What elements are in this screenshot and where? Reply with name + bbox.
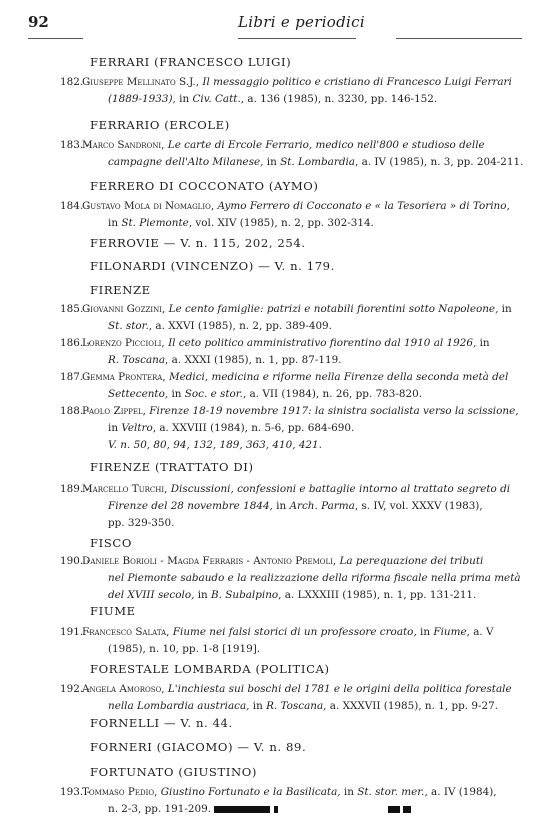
entry-text: in	[416, 626, 434, 638]
bibliography-entry	[60, 137, 530, 171]
entry-text: in	[498, 303, 512, 315]
subject-heading: FISCO	[90, 536, 132, 550]
bibliography-entry	[60, 369, 530, 403]
entry-author: Francesco Salata,	[82, 626, 170, 638]
entry-text: in	[340, 786, 358, 798]
subject-heading: FERRARI (FRANCESCO LUIGI)	[90, 55, 292, 69]
entry-title: Discussioni, confessioni e battaglie intorno al trattato segreto di	[170, 483, 511, 495]
entry-author: Paolo Zippel,	[82, 405, 146, 417]
entry-title-cont: campagne dell'Alto Milanese,	[108, 156, 264, 168]
subject-heading: FIUME	[90, 604, 136, 618]
entry-text: in	[108, 217, 122, 229]
entry-title: Le cento famiglie: patrizi e notabili fiorentini sotto Napoleone,	[168, 303, 499, 315]
entry-journal: Arch. Parma	[289, 500, 355, 512]
entry-title: Il messaggio politico e cristiano di Francesco Luigi Ferrari	[202, 76, 512, 88]
ink-smudge	[214, 806, 270, 813]
entry-title: La perequazione dei tributi	[339, 555, 484, 567]
bibliography-entry	[60, 681, 530, 715]
cross-reference: FORNERI (GIACOMO) — V. n. 89.	[90, 740, 307, 754]
page-number: 92	[28, 13, 49, 31]
entry-title: Medici, medicina e riforme nella Firenze della seconda metà del	[168, 371, 509, 383]
bibliography-entry	[60, 74, 530, 108]
entry-citation: , a. 136 (1985), n. 3230, pp. 146-152.	[240, 93, 438, 105]
cross-reference: FILONARDI (VINCENZO) — V. n. 179.	[90, 259, 335, 273]
entry-journal: Fiume	[433, 626, 467, 638]
entry-citation: , a. IV (1985), n. 3, pp. 204-211.	[355, 156, 524, 168]
subject-heading: FERRARIO (ERCOLE)	[90, 118, 230, 132]
entry-number: 190. -	[60, 555, 90, 567]
entry-number: 182. -	[60, 76, 90, 88]
entry-number: 192. -	[60, 683, 90, 695]
entry-title-cont: Firenze del 28 novembre 1844,	[108, 500, 273, 512]
entry-text: in	[194, 589, 212, 601]
subject-heading: FORESTALE LOMBARDA (POLITICA)	[90, 662, 330, 676]
entry-citation: , a. VII (1984), n. 26, pp. 783-820.	[242, 388, 423, 400]
ink-smudge	[403, 806, 411, 813]
entry-title: Aymo Ferrero di Cocconato e « la Tesoriera » di Torino,	[217, 200, 510, 212]
bibliography-entry	[60, 403, 530, 454]
entry-title-cont: nel Piemonte sabaudo e la realizzazione della riforma fiscale nella prima metà	[108, 572, 521, 584]
see-also-references: V. n. 50, 80, 94, 132, 189, 363, 410, 421.	[108, 439, 322, 451]
entry-title-cont: nella Lombardia austriaca,	[108, 700, 250, 712]
entry-text: in	[263, 156, 281, 168]
entry-citation: , a. XXXVII (1985), n. 1, pp. 9-27.	[323, 700, 498, 712]
entry-text: in	[175, 93, 193, 105]
entry-number: 186. -	[60, 337, 90, 349]
bibliography-entry	[60, 553, 530, 604]
entry-number: 184. -	[60, 200, 90, 212]
entry-journal: St. Piemonte	[121, 217, 189, 229]
entry-journal: St. stor.	[108, 320, 149, 332]
entry-author: Marcello Turchi,	[82, 483, 168, 495]
entry-number: 188. -	[60, 405, 90, 417]
entry-author: Gustavo Mola di Nomaglio,	[82, 200, 215, 212]
entry-citation: , a. V	[466, 626, 494, 638]
entry-citation: , s. IV, vol. XXXV (1983),	[354, 500, 483, 512]
subject-heading: FERRERO DI COCCONATO (AYMO)	[90, 179, 319, 193]
entry-journal: St. Lombardia	[280, 156, 356, 168]
entry-journal: R. Toscana	[266, 700, 324, 712]
running-title: Libri e periodici	[238, 13, 365, 31]
bibliography-entry	[60, 301, 530, 335]
entry-title: Fiume nei falsi storici di un professore croato,	[172, 626, 417, 638]
entry-citation: (1985), n. 10, pp. 1-8 [1919].	[108, 643, 261, 655]
entry-journal: Veltro	[121, 422, 153, 434]
header-rule	[396, 38, 522, 39]
header-rule	[238, 38, 356, 39]
entry-citation: , a. IV (1984),	[424, 786, 497, 798]
entry-author: Tommaso Pedio,	[82, 786, 158, 798]
entry-text: in	[272, 500, 290, 512]
entry-text: in	[168, 388, 185, 400]
subject-heading: FIRENZE	[90, 283, 151, 297]
entry-title: Le carte di Ercole Ferrario, medico nell'800 e studioso delle	[167, 139, 485, 151]
subject-heading: FIRENZE (TRATTATO DI)	[90, 460, 254, 474]
entry-citation: , vol. XIV (1985), n. 2, pp. 302-314.	[188, 217, 374, 229]
entry-citation: , a. XXVI (1985), n. 2, pp. 389-409.	[148, 320, 332, 332]
entry-title: Il ceto politico amministrativo fiorentino dal 1910 al 1926,	[168, 337, 477, 349]
entry-title: L'inchiesta sui boschi del 1781 e le origini della politica forestale	[167, 683, 512, 695]
entry-title: Firenze 18-19 novembre 1917: la sinistra socialista verso la scissione,	[149, 405, 519, 417]
entry-number: 187. -	[60, 371, 90, 383]
bibliography-entry	[60, 198, 530, 232]
bibliography-entry	[60, 784, 530, 818]
entry-author: Gemma Prontera,	[82, 371, 166, 383]
ink-smudge	[274, 806, 278, 813]
subject-heading: FORTUNATO (GIUSTINO)	[90, 765, 257, 779]
cross-reference: FERROVIE — V. n. 115, 202, 254.	[90, 236, 306, 250]
entry-citation: , a. XXXI (1985), n. 1, pp. 87-119.	[165, 354, 342, 366]
entry-author: Marco Sandroni,	[82, 139, 165, 151]
entry-journal: B. Subalpino	[211, 589, 279, 601]
bibliography-entry	[60, 335, 530, 369]
entry-citation: , a. LXXXIII (1985), n. 1, pp. 131-211.	[278, 589, 477, 601]
entry-title: Giustino Fortunato e la Basilicata,	[160, 786, 341, 798]
header-rule	[28, 38, 83, 39]
entry-text: in	[108, 422, 122, 434]
entry-number: 193. -	[60, 786, 90, 798]
entry-journal: Soc. e stor.	[184, 388, 243, 400]
ink-smudge	[388, 806, 400, 813]
bibliography-entry	[60, 624, 530, 658]
entry-author: Giuseppe Mellinato S.J.,	[82, 76, 200, 88]
entry-journal: Civ. Catt.	[192, 93, 241, 105]
entry-author: Giovanni Gozzini,	[82, 303, 166, 315]
entry-title-cont: (1889-1933),	[108, 93, 176, 105]
entry-citation: n. 2-3, pp. 191-209.	[108, 803, 212, 815]
entry-number: 191. -	[60, 626, 90, 638]
entry-number: 189. -	[60, 483, 90, 495]
entry-citation: pp. 329-350.	[108, 517, 175, 529]
entry-author: Daniele Borioli - Magda Ferraris - Antonio Premoli,	[82, 555, 337, 567]
entry-number: 183. -	[60, 139, 90, 151]
entry-author: Angela Amoroso,	[82, 683, 165, 695]
entry-text: in	[476, 337, 490, 349]
entry-number: 185. -	[60, 303, 90, 315]
entry-title-cont: Settecento,	[108, 388, 169, 400]
entry-journal: R. Toscana	[108, 354, 166, 366]
entry-title-cont: del XVIII secolo,	[108, 589, 195, 601]
entry-text: in	[249, 700, 267, 712]
bibliography-entry	[60, 481, 530, 532]
entry-author: Lorenzo Piccioli,	[82, 337, 165, 349]
cross-reference: FORNELLI — V. n. 44.	[90, 716, 233, 730]
entry-journal: St. stor. mer.	[357, 786, 425, 798]
entry-citation: , a. XXVIII (1984), n. 5-6, pp. 684-690.	[152, 422, 355, 434]
